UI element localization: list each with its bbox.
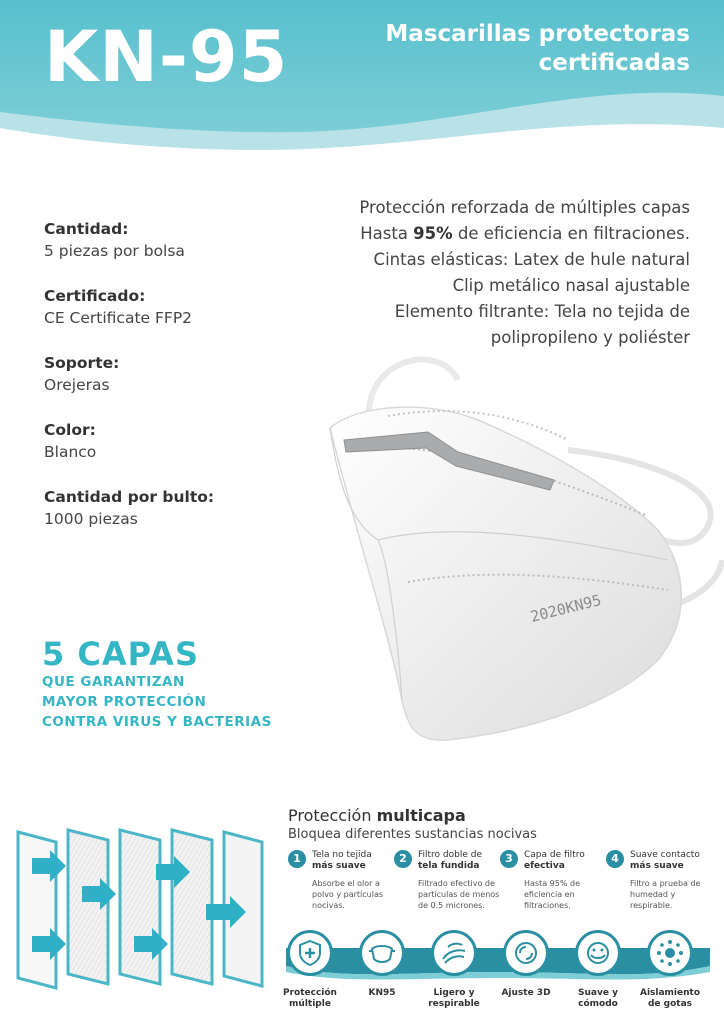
multicapa-title-text: Protección — [288, 806, 377, 825]
feature-line: Clip metálico nasal ajustable — [452, 276, 690, 295]
multicapa-subtitle: Bloquea diferentes sustancias nocivas — [288, 827, 537, 842]
step-title — [418, 850, 504, 872]
step-title-b: más suave — [312, 861, 366, 871]
features-list — [290, 195, 690, 351]
step-title — [524, 850, 610, 872]
spec-value: 5 piezas por bolsa — [44, 242, 185, 260]
icon-caption — [416, 988, 492, 1010]
feature-line: polipropileno y poliéster — [490, 328, 690, 347]
icon-caption-line: Suave y — [578, 988, 618, 998]
face-icon — [575, 930, 621, 976]
icon-caption-line: respirable — [428, 999, 480, 1009]
icon-band — [286, 936, 710, 984]
multicapa-title-bold: multicapa — [376, 806, 466, 825]
step-title-b: más suave — [630, 861, 684, 871]
icon-caption-line: Ligero y — [433, 988, 475, 998]
spec-value: Blanco — [44, 443, 97, 461]
step-description: Filtro a prueba de humedad y respirable. — [630, 879, 701, 910]
mask-print-text: 2020KN95 — [528, 590, 604, 626]
feature-line: Cintas elásticas: Latex de hule natural — [373, 250, 690, 269]
step-number: 2 — [394, 850, 412, 868]
capas-line: CONTRA VIRUS Y BACTERIAS — [42, 714, 272, 730]
icon-caption — [344, 988, 420, 999]
step-title-a: Filtro doble de — [418, 850, 483, 860]
feature-line: Elemento filtrante: Tela no tejida de — [394, 302, 690, 321]
feature-text: de eficiencia en filtraciones. — [452, 224, 690, 243]
capas-line: QUE GARANTIZAN — [42, 674, 185, 690]
shield-plus-icon — [287, 930, 333, 976]
spec-item — [44, 218, 304, 262]
multicapa-header — [288, 806, 537, 844]
subtitle-line-1: Mascarillas protectoras — [385, 21, 690, 47]
multicapa-title — [288, 806, 537, 826]
capas-callout — [42, 636, 272, 732]
mask-image — [318, 340, 724, 750]
spec-item — [44, 285, 304, 329]
icon-caption-line: múltiple — [289, 999, 331, 1009]
spec-value: 1000 piezas — [44, 510, 138, 528]
feature-text: Hasta — [360, 224, 414, 243]
feature-line — [290, 221, 690, 247]
step-title-b: tela fundida — [418, 861, 480, 871]
header-banner — [0, 0, 724, 170]
spec-label: Cantidad por bulto: — [44, 488, 215, 506]
product-subtitle — [330, 20, 690, 78]
icon-caption — [488, 988, 564, 999]
spec-label: Cantidad: — [44, 220, 129, 238]
icon-caption-line: de gotas — [647, 999, 693, 1009]
icon-caption — [272, 988, 348, 1010]
step-title-a: Tela no tejida — [312, 850, 372, 860]
spec-item — [44, 486, 304, 530]
step-description: Absorbe el olor a polvo y partículas nocivas. — [312, 879, 384, 910]
droplets-icon — [647, 930, 693, 976]
layers-diagram — [16, 828, 266, 990]
capas-title: 5 CAPAS — [42, 635, 199, 673]
step-description: Filtrado efectivo de partículas de menos de 0.5 micrones. — [418, 879, 500, 910]
step-title-a: Suave contacto — [630, 850, 700, 860]
feather-icon — [431, 930, 477, 976]
mask-icon — [359, 930, 405, 976]
step-title — [630, 850, 716, 872]
icon-caption-line: Ajuste 3D — [501, 988, 551, 998]
step-description: Hasta 95% de eficiencia en filtraciones. — [524, 879, 580, 910]
spec-value: Orejeras — [44, 376, 110, 394]
step-number: 1 — [288, 850, 306, 868]
mask-body — [330, 407, 681, 740]
subtitle-line-2: certificadas — [538, 50, 690, 76]
feature-highlight: 95% — [413, 224, 453, 243]
icon-caption — [560, 988, 636, 1010]
step-number: 4 — [606, 850, 624, 868]
step-number: 3 — [500, 850, 518, 868]
layer-panel — [120, 830, 160, 984]
fit-3d-icon — [503, 930, 549, 976]
icon-caption-line: Aislamiento — [639, 988, 701, 998]
spec-label: Color: — [44, 421, 96, 439]
feature-line: Protección reforzada de múltiples capas — [359, 198, 690, 217]
icon-caption-line: cómodo — [578, 999, 618, 1009]
icon-caption-line: Protección — [283, 988, 337, 998]
capas-line: MAYOR PROTECCIÓN — [42, 694, 207, 710]
product-title: KN-95 — [44, 16, 289, 98]
icon-caption — [632, 988, 708, 1010]
step-title — [312, 850, 398, 872]
step-title-b: efectiva — [524, 861, 565, 871]
spec-label: Certificado: — [44, 287, 146, 305]
spec-list — [44, 218, 304, 553]
spec-item — [44, 419, 304, 463]
spec-label: Soporte: — [44, 354, 120, 372]
icon-caption-line: KN95 — [368, 988, 396, 998]
spec-value: CE Certificate FFP2 — [44, 309, 193, 327]
spec-item — [44, 352, 304, 396]
step-title-a: Capa de filtro — [524, 850, 585, 860]
